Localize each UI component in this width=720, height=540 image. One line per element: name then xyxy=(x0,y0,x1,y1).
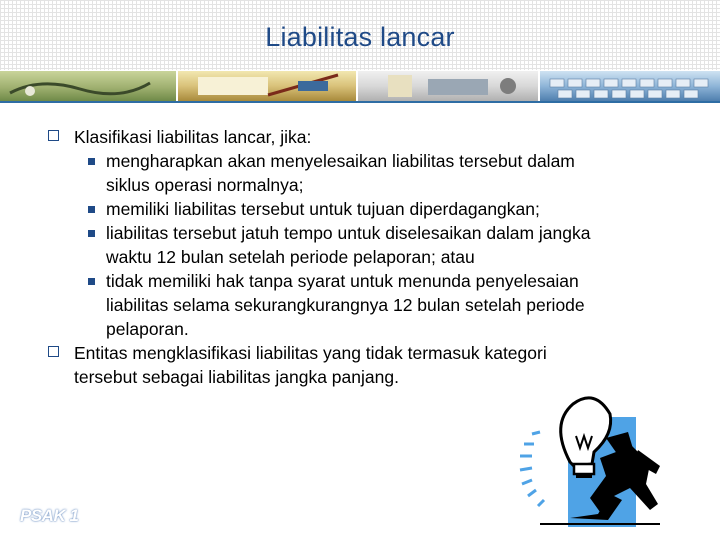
sub-bullet-line: waktu 12 bulan setelah periode pelaporan; atau xyxy=(106,247,475,267)
photo-stethoscope xyxy=(0,71,178,101)
square-bullet-icon xyxy=(88,158,95,165)
sub-bullet-line: liabilitas tersebut jatuh tempo untuk diselesaikan dalam jangka xyxy=(106,223,591,243)
lightbulb-idea-person-icon xyxy=(510,392,670,527)
checkbox-bullet-icon xyxy=(48,130,59,141)
sub-bullet-line: liabilitas selama sekurangkurangnya 12 bulan setelah periode xyxy=(106,295,585,315)
sub-bullet-line: pelaporan. xyxy=(106,319,189,339)
photo-calculator xyxy=(358,71,540,101)
sub-bullet-line: siklus operasi normalnya; xyxy=(106,175,304,195)
photo-papers-pen xyxy=(178,71,358,101)
slide-body xyxy=(48,125,688,389)
photo-keyboard xyxy=(540,71,720,101)
bullet-line: tersebut sebagai liabilitas jangka panjang. xyxy=(74,367,399,387)
sub-bullet-line: mengharapkan akan menyelesaikan liabilitas tersebut dalam xyxy=(106,151,575,171)
bullet-item-2 xyxy=(48,341,688,389)
sub-bullet-item-1 xyxy=(48,149,688,197)
bullet-item-1 xyxy=(48,125,688,149)
header-photo-strip xyxy=(0,71,720,101)
slide-title: Liabilitas lancar xyxy=(265,22,455,52)
sub-bullet-line: memiliki liabilitas tersebut untuk tujuan diperdagangkan; xyxy=(106,199,540,219)
square-bullet-icon xyxy=(88,206,95,213)
header-accent-line xyxy=(0,101,720,103)
sub-bullet-line: tidak memiliki hak tanpa syarat untuk menunda penyelesaian xyxy=(106,271,579,291)
bullet-line: Entitas mengklasifikasi liabilitas yang tidak termasuk kategori xyxy=(74,343,547,363)
footer-label: PSAK 1 xyxy=(20,506,79,525)
checkbox-bullet-icon xyxy=(48,346,59,357)
sub-bullet-item-3 xyxy=(48,221,688,269)
square-bullet-icon xyxy=(88,278,95,285)
sub-bullet-item-2 xyxy=(48,197,688,221)
bullet-text: Klasifikasi liabilitas lancar, jika: xyxy=(74,127,312,147)
square-bullet-icon xyxy=(88,230,95,237)
sub-bullet-item-4 xyxy=(48,269,688,341)
